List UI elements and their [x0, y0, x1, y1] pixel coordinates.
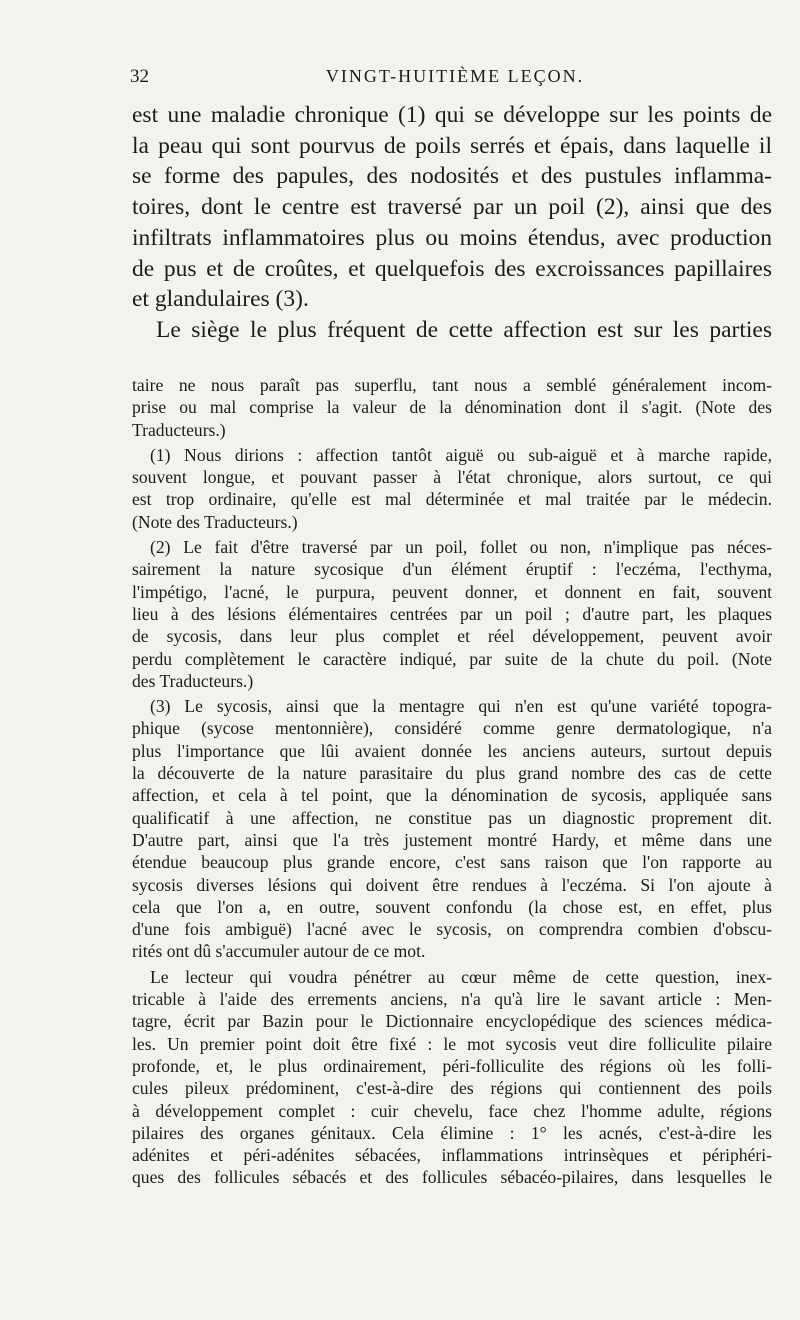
- text-line: l'impétigo, l'acné, le purpura, peuvent donner, et donnent en fait, souvent: [132, 581, 772, 602]
- footnote-1: [132, 444, 772, 533]
- text-line: lieu à des lésions élémentaires centrées par un poil ; d'autre part, les plaques: [132, 603, 772, 624]
- main-paragraph-1: [132, 100, 772, 315]
- text-line: sairement la nature sycosique d'un élément éruptif : l'eczéma, l'ecthyma,: [132, 559, 772, 580]
- page-number: 32: [130, 66, 149, 87]
- main-text: [132, 100, 772, 346]
- text-line: est une maladie chronique (1) qui se développe sur les points de: [132, 102, 772, 128]
- text-line: rités ont dû s'accumuler autour de ce mot.: [132, 941, 426, 962]
- text-line: profonde, et, le plus ordinairement, péri-folliculite des régions où les folli-: [132, 1055, 772, 1076]
- text-line: affection, et cela à tel point, que la dénomination de sycosis, appliquée sans: [132, 785, 772, 806]
- footnote-2: [132, 536, 772, 692]
- text-line: à développement complet : cuir chevelu, face chez l'homme adulte, régions: [132, 1100, 772, 1121]
- text-line: d'une fois ambiguë) l'acné avec le sycosis, on comprendra combien d'obscu-: [132, 919, 772, 940]
- text-line: infiltrats inflammatoires plus ou moins étendus, avec production: [132, 224, 772, 251]
- text-line: sycosis diverses lésions qui doivent être rendues à l'eczéma. Si l'on ajoute à: [132, 874, 772, 895]
- text-line: Le lecteur qui voudra pénétrer au cœur même de cette question, inex-: [150, 966, 772, 987]
- text-line: pilaires des organes génitaux. Cela élimine : 1° les acnés, c'est-à-dire les: [132, 1122, 772, 1143]
- text-line: est trop ordinaire, qu'elle est mal déterminée et mal traitée par le médecin.: [132, 489, 772, 510]
- text-line: qualificatif à une affection, ne constitue pas un diagnostic proprement dit.: [132, 807, 772, 828]
- text-line: étendue beaucoup plus grande encore, c'est sans raison que l'on rapporte au: [132, 852, 772, 873]
- text-line: plus l'importance que lûi avaient donnée les anciens auteurs, surtout depuis: [132, 740, 772, 761]
- footnote-3: [132, 695, 772, 963]
- text-line: de sycosis, dans leur plus complet et réel développement, peuvent avoir: [132, 626, 772, 647]
- text-line: phique (sycose mentonnière), considéré comme genre dermatologique, n'a: [132, 718, 772, 739]
- text-line: tricable à l'aide des errements anciens, n'a qu'à lire le savant article : Men-: [132, 989, 772, 1010]
- text-line: se forme des papules, des nodosités et des pustules inflamma-: [132, 163, 772, 190]
- text-line: (1) Nous dirions : affection tantôt aiguë ou sub-aiguë et à marche rapide,: [150, 444, 772, 465]
- text-line: taire ne nous paraît pas superflu, tant nous a semblé généralement incom-: [132, 375, 772, 395]
- text-line: perdu complètement le caractère indiqué, par suite de la chute du poil. (Note: [132, 648, 772, 669]
- page-header: [130, 66, 760, 92]
- text-line: et glandulaires (3).: [132, 286, 309, 313]
- text-line: tagre, écrit par Bazin pour le Dictionnaire encyclopédique des sciences médica-: [132, 1011, 772, 1032]
- text-line: (Note des Traducteurs.): [132, 511, 298, 532]
- footnote-3-paragraph-2: [132, 966, 772, 1189]
- text-line: Le siège le plus fréquent de cette affection est sur les parties: [156, 316, 772, 343]
- text-line: (2) Le fait d'être traversé par un poil, follet ou non, n'implique pas néces-: [150, 537, 772, 558]
- running-title: VINGT-HUITIÈME LEÇON.: [325, 66, 585, 86]
- text-line: cules pileux prédominent, c'est-à-dire des régions qui contiennent des poils: [132, 1078, 772, 1099]
- text-line: ques des follicules sébacés et des follicules sébacéo-pilaires, dans lesquelles le: [132, 1167, 772, 1188]
- text-line: D'autre part, ainsi que l'a très justement montré Hardy, et même dans une: [132, 829, 772, 850]
- text-line: des Traducteurs.): [132, 670, 254, 691]
- text-line: la peau qui sont pourvus de poils serrés et épais, dans laquelle il: [132, 132, 772, 159]
- text-line: Traducteurs.): [132, 419, 226, 440]
- text-line: les. Un premier point doit être fixé : le mot sycosis veut dire folliculite pilaire: [132, 1033, 772, 1054]
- main-paragraph-2: [132, 315, 772, 346]
- text-line: toires, dont le centre est traversé par un poil (2), ainsi que des: [132, 194, 772, 221]
- text-line: la découverte de la nature parasitaire du plus grand nombre des cas de cette: [132, 763, 772, 784]
- text-line: adénites et péri-adénites sébacées, inflammations intrinsèques et périphéri-: [132, 1145, 772, 1166]
- text-line: prise ou mal comprise la valeur de la dénomination dont il s'agit. (Note des: [132, 397, 772, 418]
- footnote-continuation: [132, 374, 772, 441]
- text-line: souvent longue, et pouvant passer à l'état chronique, alors surtout, ce qui: [132, 467, 772, 488]
- footnotes: [132, 374, 772, 1189]
- text-line: (3) Le sycosis, ainsi que la mentagre qui n'en est qu'une variété topogra-: [150, 696, 772, 717]
- text-line: cela que l'on a, en outre, souvent confondu (la chose est, en effet, plus: [132, 896, 772, 917]
- text-line: de pus et de croûtes, et quelquefois des excroissances papillaires: [132, 255, 772, 282]
